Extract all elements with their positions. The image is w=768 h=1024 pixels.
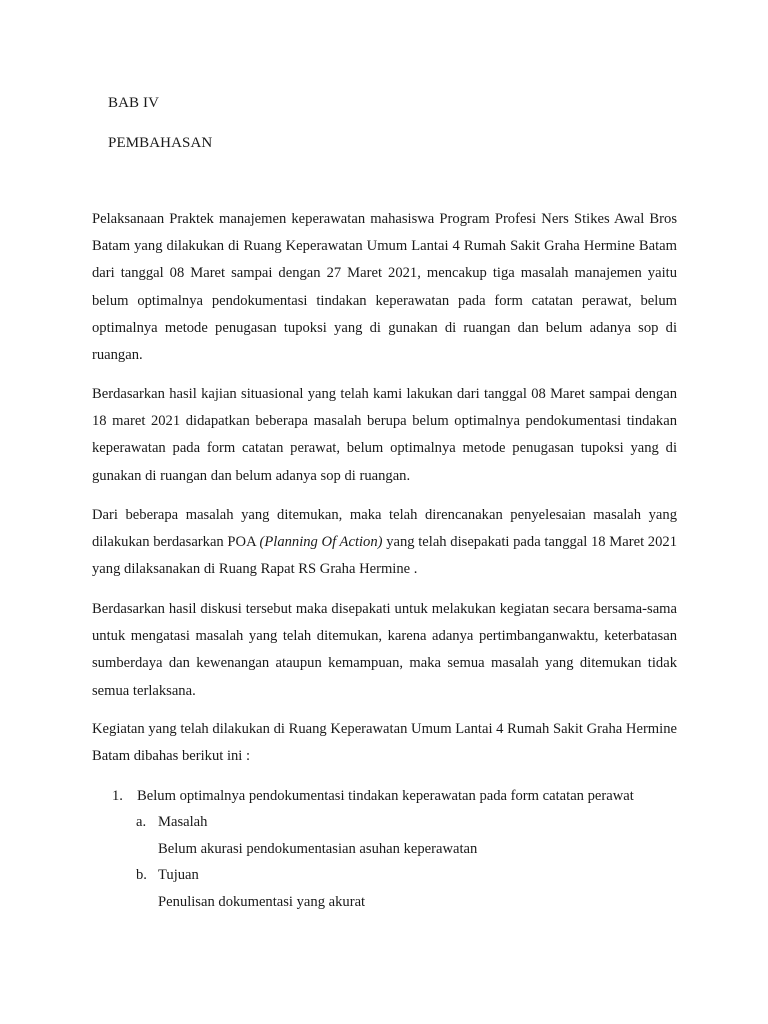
section-title: PEMBAHASAN — [108, 135, 213, 151]
subitem-detail: Belum akurasi pendokumentasian asuhan keperawatan — [158, 841, 478, 857]
subitem-label: Masalah — [158, 814, 208, 830]
subitem-letter: a. — [136, 814, 147, 830]
subitem-detail: Penulisan dokumentasi yang akurat — [158, 894, 366, 910]
paragraph-4: Berdasarkan hasil diskusi tersebut maka disepakati untuk melakukan kegiatan secara bersama-sama untuk mengatasi masalah yang telah ditemukan, karena adanya pertimbanganwaktu, keterbatasan sumberdaya dan kewenangan ataupun kemampuan, maka semua masalah yang ditemukan tidak semua terlaksana. — [92, 601, 677, 699]
paragraph-5: Kegiatan yang telah dilakukan di Ruang Keperawatan Umum Lantai 4 Rumah Sakit Graha Hermine Batam dibahas berikut ini : — [92, 721, 677, 765]
paragraph-3 — [92, 502, 677, 584]
paragraph-3-italic-term: (Planning Of Action) — [259, 534, 383, 551]
chapter-heading: BAB IV — [108, 95, 160, 111]
list-item-text: Belum optimalnya pendokumentasi tindakan keperawatan pada form catatan perawat — [137, 788, 634, 804]
paragraph-1: Pelaksanaan Praktek manajemen keperawatan mahasiswa Program Profesi Ners Stikes Awal Bros Batam yang dilakukan di Ruang Keperawatan Umum Lantai 4 Rumah Sakit Graha Hermine Batam dari tanggal 08 Maret sampai dengan 27 Maret 2021, mencakup tiga masalah manajemen yaitu belum optimalnya pendokumentasi tindakan keperawatan pada form catatan perawat, belum optimalnya metode penugasan tupoksi yang di gunakan di ruangan dan belum adanya sop di ruangan. — [92, 211, 677, 364]
subitem-label: Tujuan — [158, 867, 199, 883]
paragraph-3-text-after: yang telah disepakati pada tanggal 18 Maret 2021 yang dilaksanakan di Ruang Rapat RS Graha Hermine . — [92, 534, 677, 578]
subitem-letter: b. — [136, 867, 147, 883]
paragraph-2: Berdasarkan hasil kajian situasional yang telah kami lakukan dari tanggal 08 Maret sampai dengan 18 maret 2021 didapatkan beberapa masalah berupa belum optimalnya pendokumentasi tindakan keperawatan pada form catatan perawat, belum optimalnya metode penugasan tupoksi yang di gunakan di ruangan dan belum adanya sop di ruangan. — [92, 386, 677, 484]
list-item-number: 1. — [112, 788, 123, 804]
paragraph-3-text-before: Dari beberapa masalah yang ditemukan, maka telah direncanakan penyelesaian masalah yang dilakukan berdasarkan POA — [92, 507, 677, 551]
